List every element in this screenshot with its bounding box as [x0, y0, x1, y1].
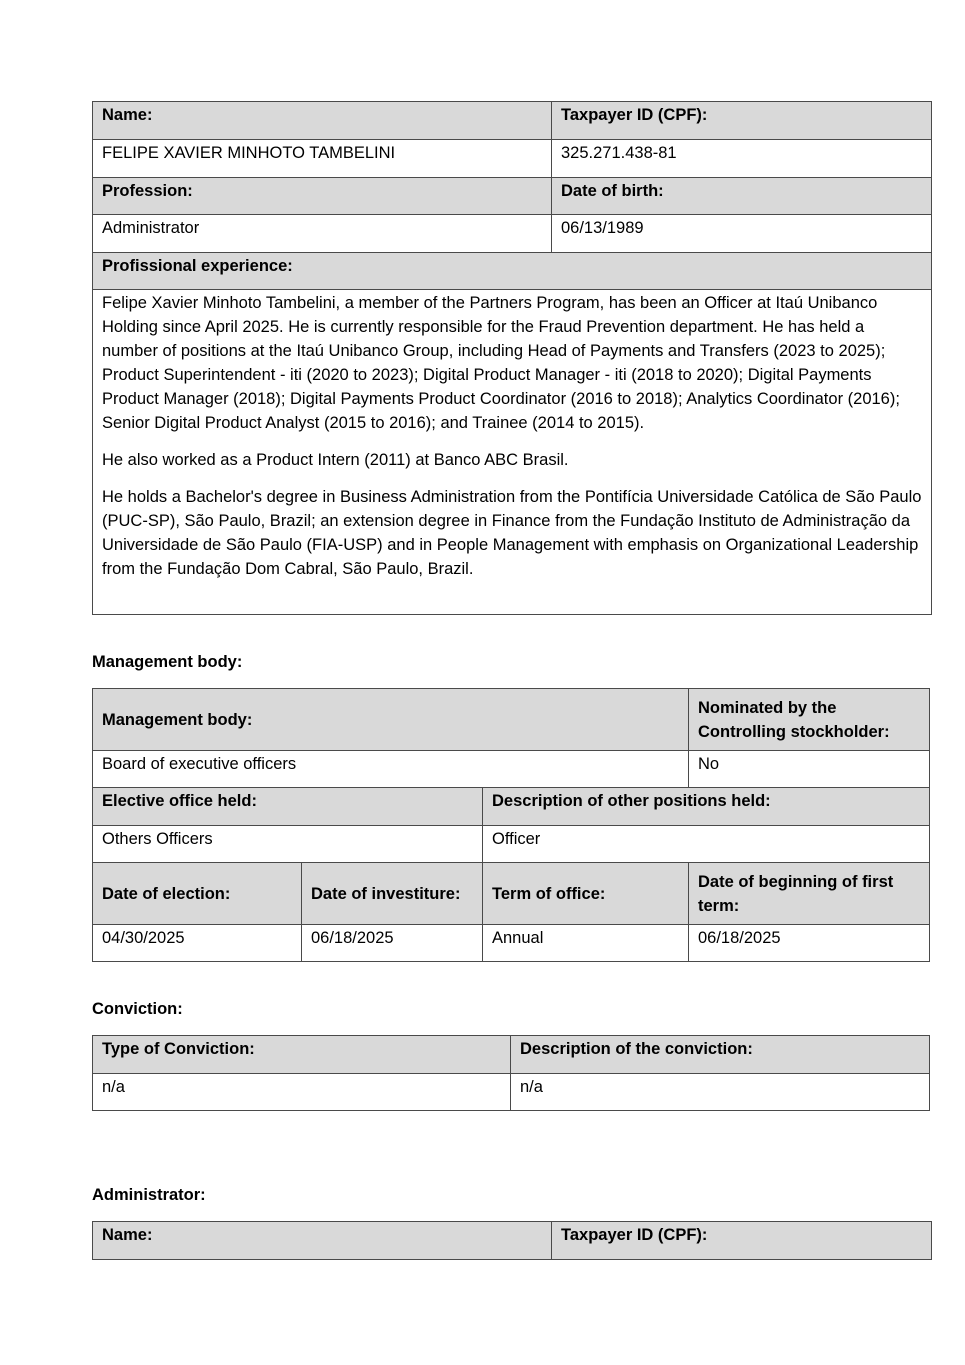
investiture-date-label: Date of investiture:	[302, 863, 483, 925]
management-body-value: Board of executive officers	[93, 751, 689, 788]
investiture-date-value: 06/18/2025	[302, 925, 483, 962]
management-body-label: Management body:	[93, 689, 689, 751]
experience-label: Profissional experience:	[93, 253, 932, 290]
experience-paragraph: Felipe Xavier Minhoto Tambelini, a member of the Partners Program, has been an Officer at Itaú Unibanco Holding since April 2025. He is currently responsible for the Fraud Prevention department. He has held a number of positions at the Itaú Unibanco Group, including Head of Payments and Transfers (2023 to 2025); Product Superintendent - iti (2020 to 2023); Digital Product Manager - iti (2018 to 2020); Digital Payments Product Manager (2018); Digital Payments Product Coordinator (2016 to 2018); Analytics Coordinator (2016); Senior Digital Product Analyst (2015 to 2016); and Trainee (2014 to 2015).	[102, 294, 900, 432]
other-positions-value: Officer	[483, 826, 930, 863]
first-term-value: 06/18/2025	[689, 925, 930, 962]
experience-paragraph: He also worked as a Product Intern (2011) at Banco ABC Brasil.	[102, 451, 569, 469]
first-term-label: Date of beginning of first term:	[689, 863, 930, 925]
elective-office-label: Elective office held:	[93, 788, 483, 826]
administrator-cpf-label: Taxpayer ID (CPF):	[552, 1222, 932, 1260]
term-label: Term of office:	[483, 863, 689, 925]
experience-paragraph: He holds a Bachelor's degree in Business Administration from the Pontifícia Universidade Católica de São Paulo (PUC-SP), São Paulo, Brazil; an extension degree in Finance from the Fundação Instituto de Administração da Universidade de São Paulo (FIA-USP) and in People Management with emphasis on Organizational Leadership from the Fundação Dom Cabral, São Paulo, Brazil.	[102, 488, 922, 578]
conviction-type-value: n/a	[93, 1074, 511, 1111]
conviction-description-label: Description of the conviction:	[511, 1036, 930, 1074]
profile-table	[92, 101, 932, 615]
dob-label: Date of birth:	[552, 178, 932, 215]
conviction-description-value: n/a	[511, 1074, 930, 1111]
dob-value: 06/13/1989	[552, 215, 932, 253]
nominated-value: No	[689, 751, 930, 788]
management-table	[92, 688, 930, 962]
term-value: Annual	[483, 925, 689, 962]
name-value: FELIPE XAVIER MINHOTO TAMBELINI	[93, 140, 552, 178]
election-date-value: 04/30/2025	[93, 925, 302, 962]
administrator-name-label: Name:	[93, 1222, 552, 1260]
management-section-title: Management body:	[92, 653, 243, 671]
conviction-section-title: Conviction:	[92, 1000, 183, 1018]
elective-office-value: Others Officers	[93, 826, 483, 863]
cpf-label: Taxpayer ID (CPF):	[552, 102, 932, 140]
administrator-section-title: Administrator:	[92, 1186, 206, 1204]
other-positions-label: Description of other positions held:	[483, 788, 930, 826]
conviction-table	[92, 1035, 930, 1111]
conviction-type-label: Type of Conviction:	[93, 1036, 511, 1074]
name-label: Name:	[93, 102, 552, 140]
nominated-label: Nominated by the Controlling stockholder:	[689, 689, 930, 751]
cpf-value: 325.271.438-81	[552, 140, 932, 178]
profession-value: Administrator	[93, 215, 552, 253]
administrator-table	[92, 1221, 932, 1260]
experience-text	[93, 290, 932, 615]
profession-label: Profession:	[93, 178, 552, 215]
election-date-label: Date of election:	[93, 863, 302, 925]
